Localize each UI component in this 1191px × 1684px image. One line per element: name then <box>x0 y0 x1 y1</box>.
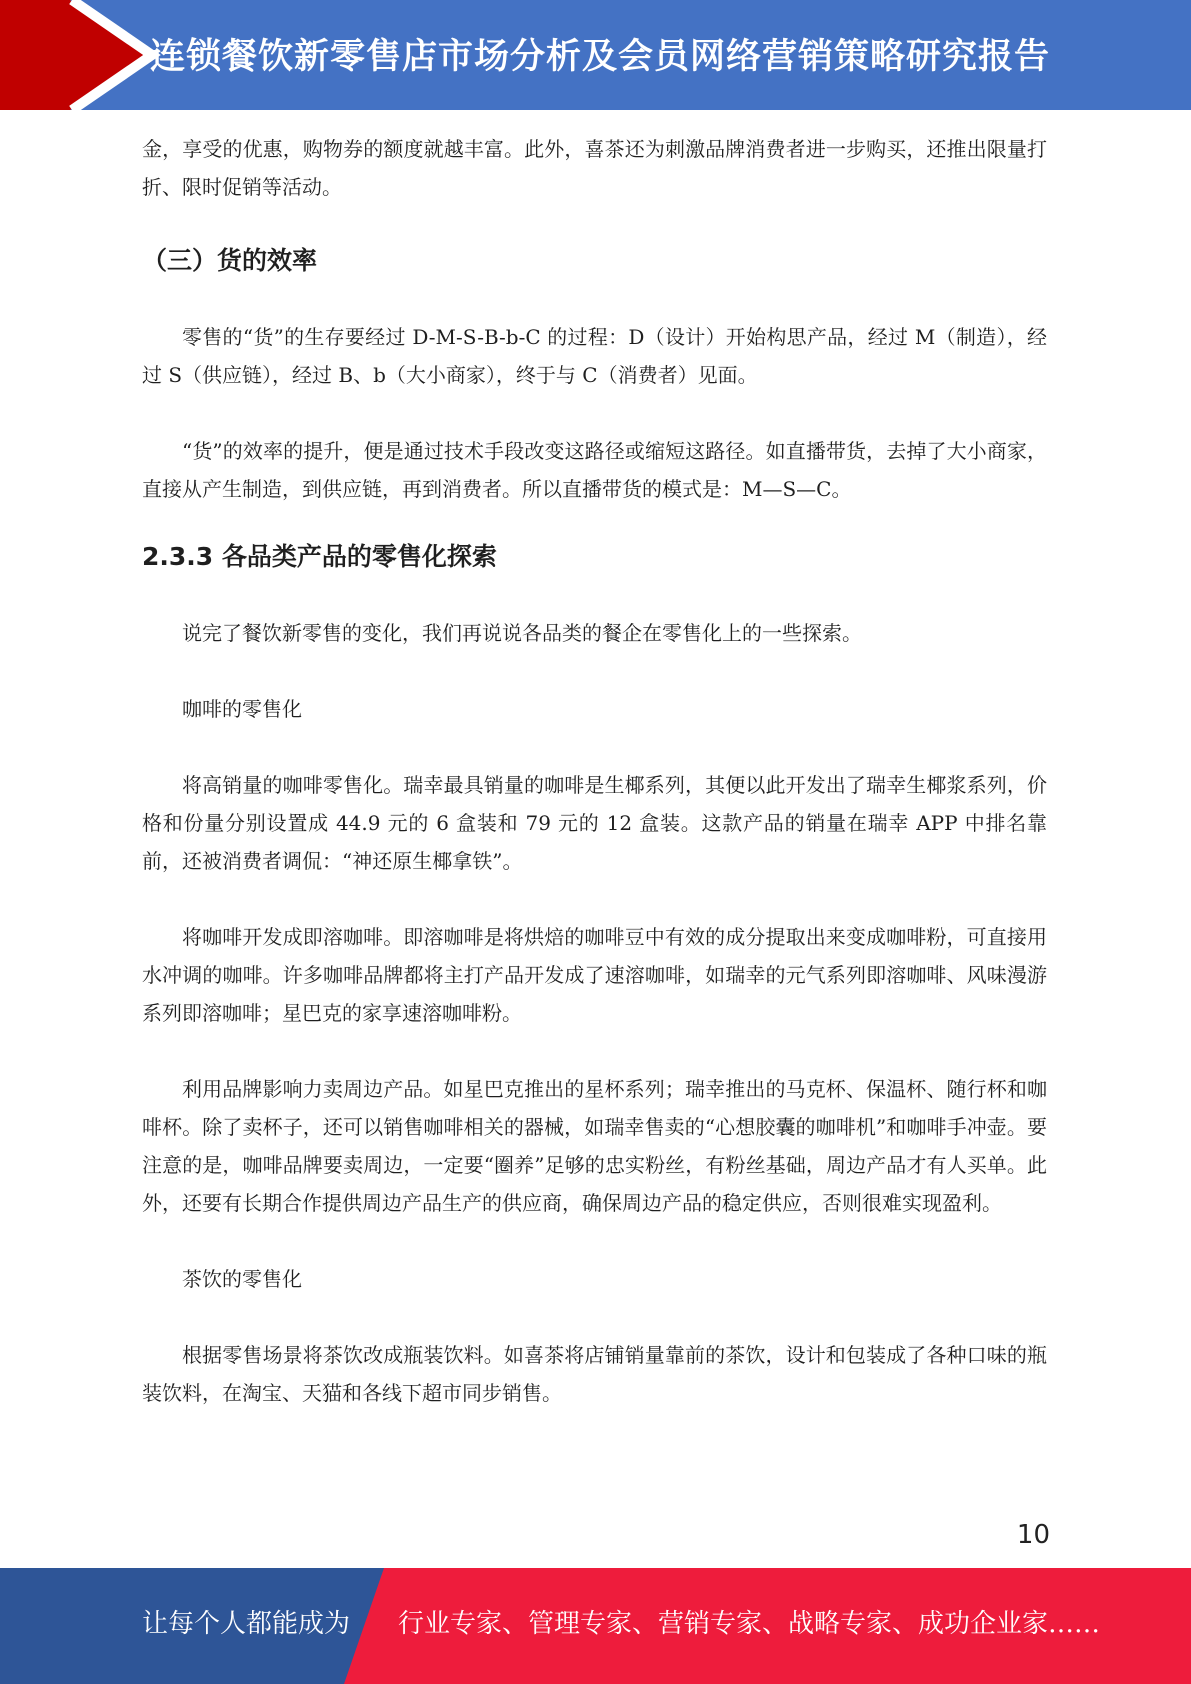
footer-slogan-left: 让每个人都能成为 <box>142 1609 351 1639</box>
paragraph: 说完了餐饮新零售的变化，我们再说说各品类的餐企在零售化上的一些探索。 <box>182 621 862 645</box>
paragraph: 金，享受的优惠，购物券的额度就越丰富。此外，喜茶还为刺激品牌消费者进一步购买，还推出限量打折、限时促销等活动。 <box>142 137 1047 199</box>
paragraph-subtitle: 茶饮的零售化 <box>182 1267 302 1291</box>
section-heading: 2.3.3 各品类产品的零售化探索 <box>142 542 497 571</box>
page-content <box>142 130 1047 1412</box>
page-header <box>0 0 1191 110</box>
page-number: 10 <box>1016 1520 1050 1550</box>
paragraph: 将咖啡开发成即溶咖啡。即溶咖啡是将烘焙的咖啡豆中有效的成分提取出来变成咖啡粉，可直接用水冲调的咖啡。许多咖啡品牌都将主打产品开发成了速溶咖啡，如瑞幸的元气系列即溶咖啡、风味漫游系列即溶咖啡；星巴克的家享速溶咖啡粉。 <box>142 925 1047 1025</box>
paragraph: 根据零售场景将茶饮改成瓶装饮料。如喜茶将店铺销量靠前的茶饮，设计和包装成了各种口味的瓶装饮料，在淘宝、天猫和各线下超市同步销售。 <box>142 1343 1047 1405</box>
footer-slogan-right: 行业专家、管理专家、营销专家、战略专家、成功企业家…… <box>398 1609 1101 1639</box>
page-footer <box>0 1568 1191 1684</box>
paragraph: 利用品牌影响力卖周边产品。如星巴克推出的星杯系列；瑞幸推出的马克杯、保温杯、随行杯和咖啡杯。除了卖杯子，还可以销售咖啡相关的器械，如瑞幸售卖的“心想胶囊的咖啡机”和咖啡手冲壶。要注意的是，咖啡品牌要卖周边，一定要“圈养”足够的忠实粉丝，有粉丝基础，周边产品才有人买单。此外，还要有长期合作提供周边产品生产的供应商，确保周边产品的稳定供应，否则很难实现盈利。 <box>142 1077 1047 1215</box>
paragraph: 将高销量的咖啡零售化。瑞幸最具销量的咖啡是生椰系列，其便以此开发出了瑞幸生椰浆系列，价格和份量分别设置成 44.9 元的 6 盒装和 79 元的 12 盒装。这款产品的销量在瑞幸 APP 中排名靠前，还被消费者调侃：“神还原生椰拿铁”。 <box>142 773 1047 873</box>
paragraph-subtitle: 咖啡的零售化 <box>182 697 302 721</box>
paragraph: “货”的效率的提升，便是通过技术手段改变这路径或缩短这路径。如直播带货，去掉了大小商家，直接从产生制造，到供应链，再到消费者。所以直播带货的模式是：M—S—C。 <box>142 439 1047 501</box>
section-heading: （三）货的效率 <box>142 246 318 275</box>
paragraph: 零售的“货”的生存要经过 D-M-S-B-b-C 的过程：D（设计）开始构思产品，经过 M（制造），经过 S（供应链），经过 B、b（大小商家），终于与 C（消费者）见面。 <box>142 325 1047 387</box>
header-title: 连锁餐饮新零售店市场分析及会员网络营销策略研究报告 <box>150 37 1051 77</box>
